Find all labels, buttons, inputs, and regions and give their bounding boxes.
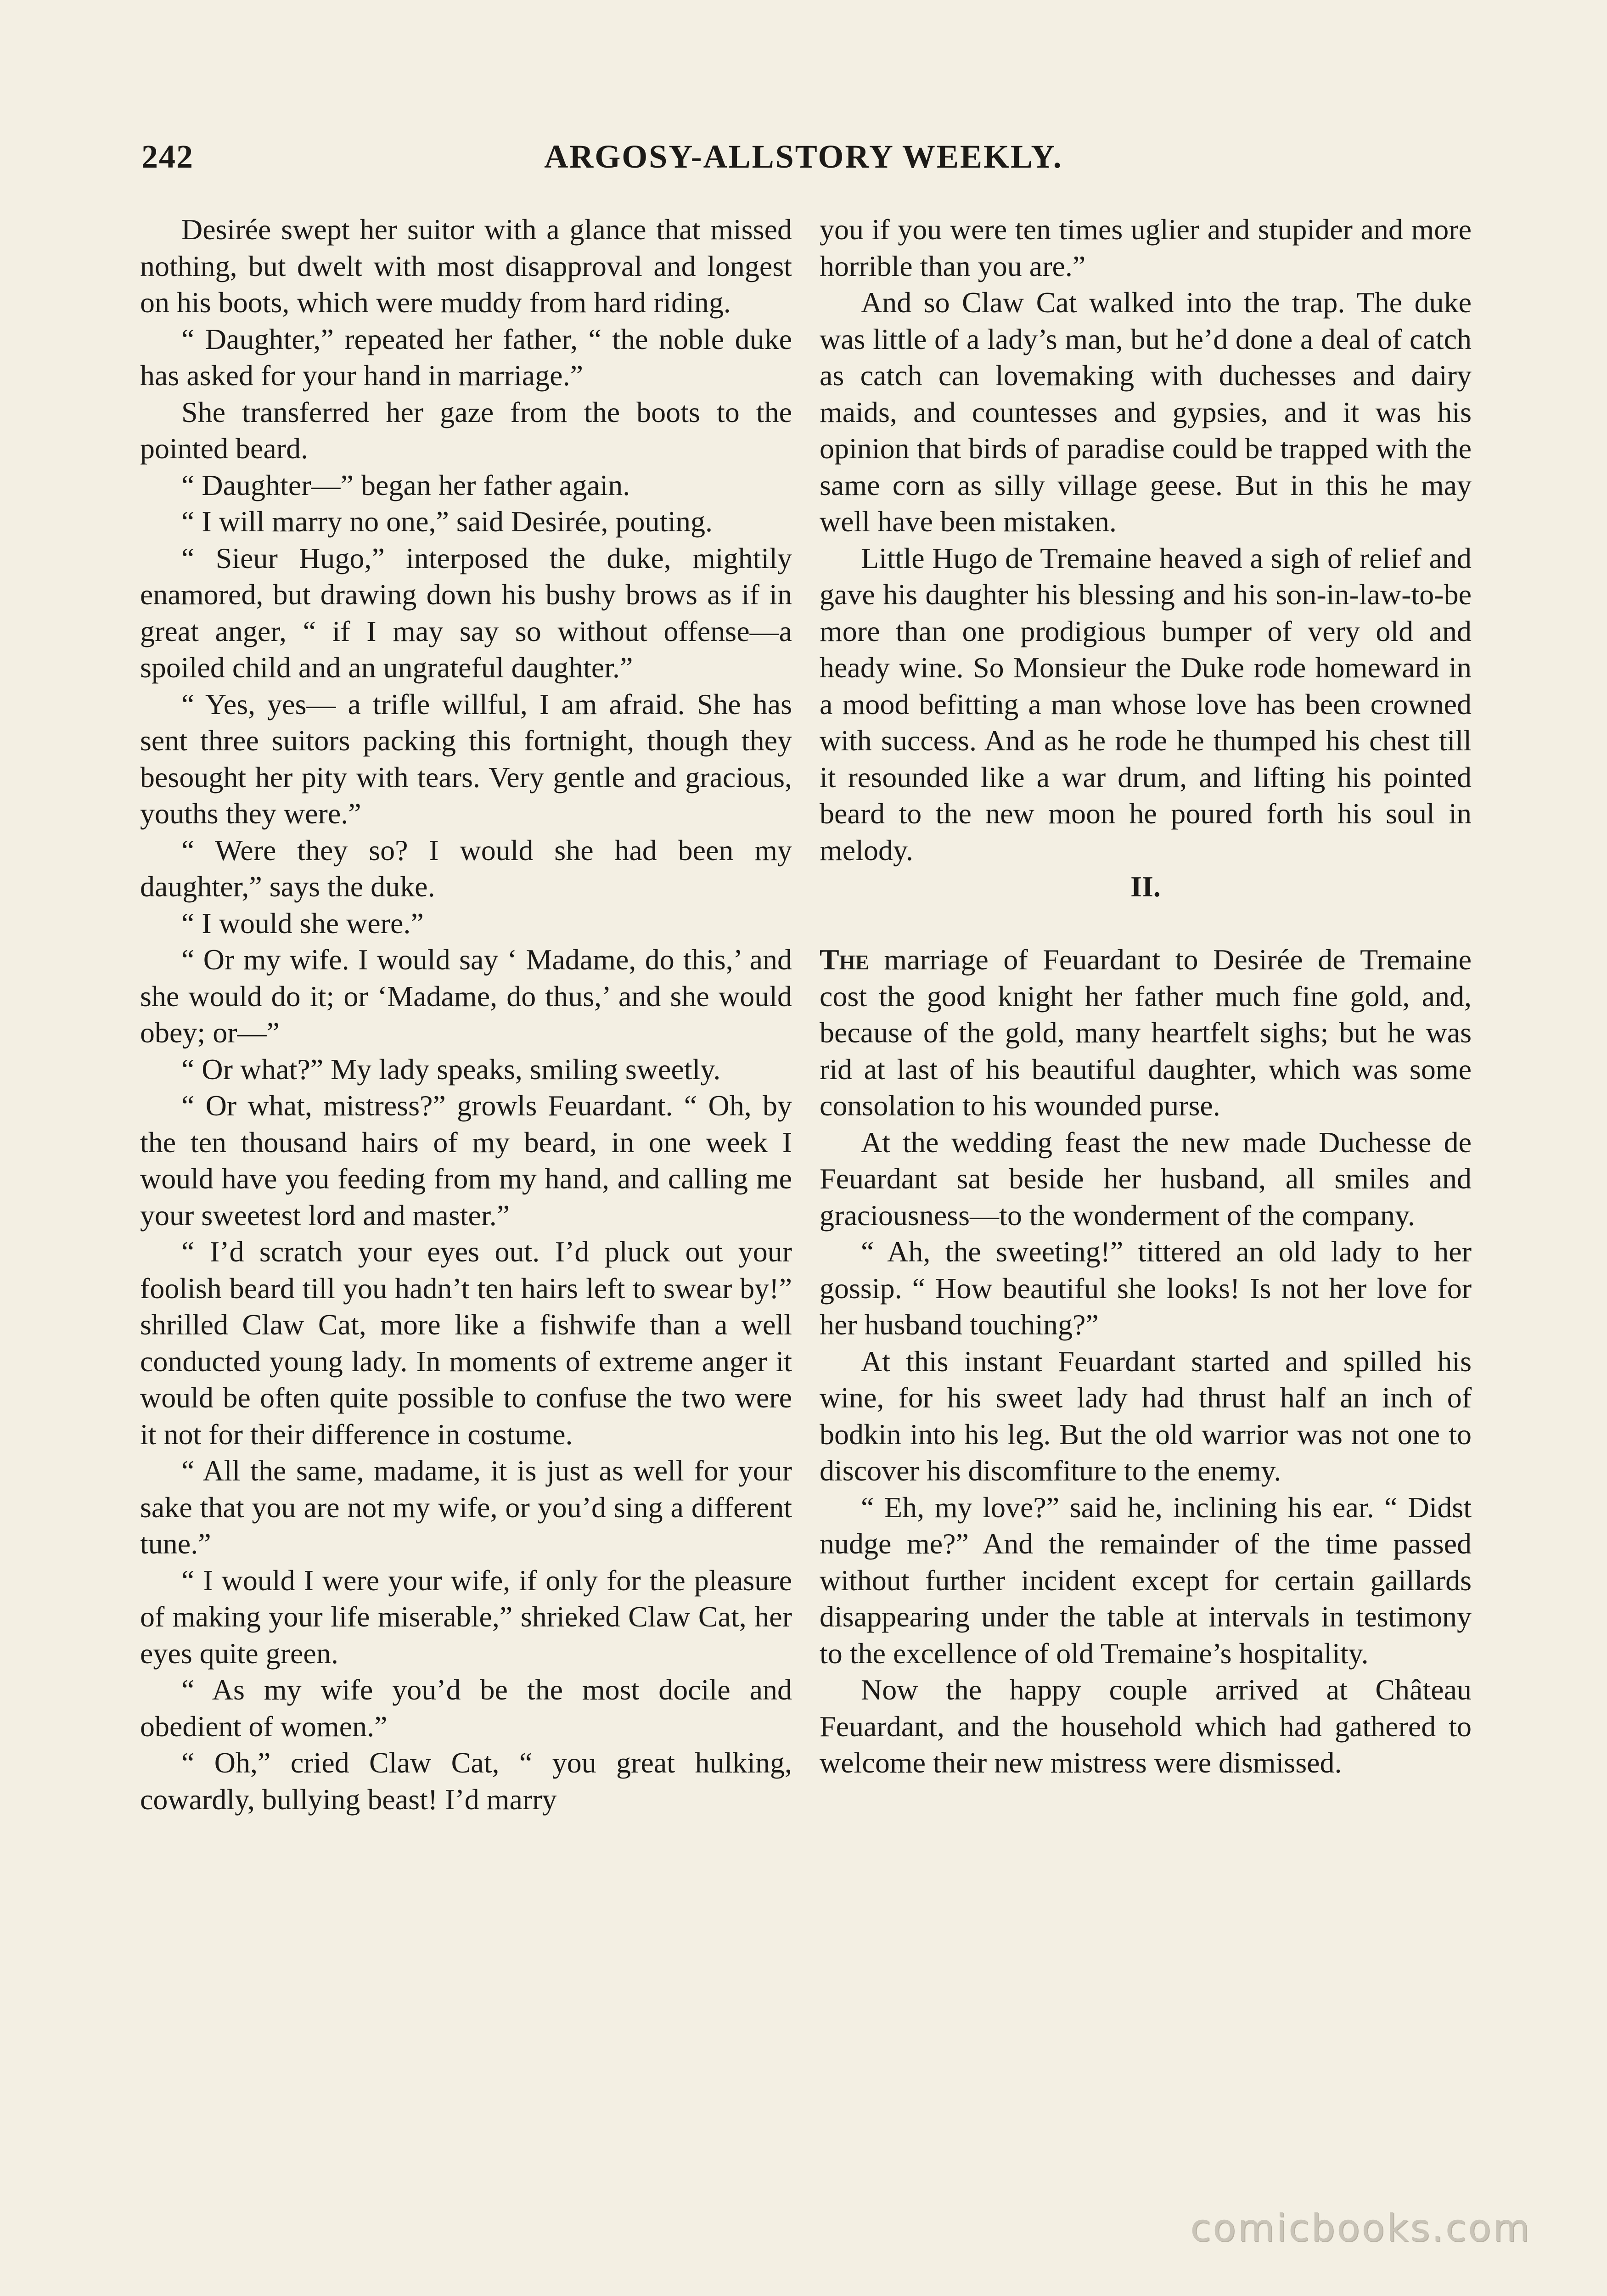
continued-paragraph: you if you were ten times uglier and stupider and more horrible than you are.” — [820, 213, 1472, 282]
paragraph: “ As my wife you’d be the most docile and obedient of women.” — [140, 1673, 792, 1743]
paragraph: “ Or what?” My lady speaks, smiling sweetly. — [181, 1052, 721, 1086]
paragraph: “ I will marry no one,” said Desirée, pouting. — [181, 505, 713, 538]
paragraph: Now the happy couple arrived at Château Feuardant, and the household which had gathered to welcome their new mistress were dismissed. — [820, 1673, 1472, 1779]
watermark: comicbooks.com — [1190, 2206, 1531, 2250]
paragraph: “ Yes, yes— a trifle willful, I am afraid. She has sent three suitors packing this fortnight, though they besought her pity with tears. Very gentle and gracious, youths they were.” — [140, 687, 792, 830]
section-opening-paragraph — [820, 941, 1472, 1124]
drop-word: The — [820, 943, 869, 976]
page-header — [138, 138, 1469, 188]
paragraph: “ Oh,” cried Claw Cat, “ you great hulking, cowardly, bullying beast! I’d marry — [140, 1746, 792, 1816]
paragraph: At the wedding feast the new made Duchesse de Feuardant sat beside her husband, all smiles and graciousness—to the wonderment of the company. — [820, 1125, 1472, 1232]
paragraph: Desirée swept her suitor with a glance that missed nothing, but dwelt with most disapproval and longest on his boots, which were muddy from hard riding. — [140, 213, 792, 319]
paragraph: “ Daughter,” repeated her father, “ the noble duke has asked for your hand in marriage.” — [140, 322, 792, 392]
left-column — [140, 211, 792, 1818]
page-number: 242 — [141, 138, 194, 175]
paragraph: Little Hugo de Tremaine heaved a sigh of relief and gave his daughter his blessing and his son-in-law-to-be more than one prodigious bumper of very old and heady wine. So Monsieur the Duke rode homeward in a mood befitting a man whose love has been crowned with success. And as he rode he thumped his chest till it resounded like a war drum, and lifting his pointed beard to the new moon he poured forth his soul in melody. — [820, 541, 1472, 867]
paragraph: “ I’d scratch your eyes out. I’d pluck out your foolish beard till you hadn’t ten hairs left to swear by!” shrilled Claw Cat, more like a fishwife than a well conducted young lady. In moments of extreme anger it would be often quite possible to confuse the two were it not for their difference in costume. — [140, 1235, 792, 1451]
paragraph: “ I would she were.” — [181, 906, 424, 940]
paragraph: At this instant Feuardant started and spilled his wine, for his sweet lady had thrust half an inch of bodkin into his leg. But the old warrior was not one to discover his discomfiture to the enemy. — [820, 1345, 1472, 1487]
section-heading: II. — [1130, 870, 1161, 903]
paragraph: “ All the same, madame, it is just as well for your sake that you are not my wife, or you’d sing a different tune.” — [140, 1454, 792, 1560]
paragraph: And so Claw Cat walked into the trap. The duke was little of a lady’s man, but he’d done a deal of catch as catch can lovemaking with duchesses and dairy maids, and countesses and gypsies, and it was his opinion that birds of paradise could be trapped with the same corn as silly village geese. But in this he may well have been mistaken. — [820, 286, 1472, 538]
right-column — [820, 211, 1472, 1781]
running-title: ARGOSY-ALLSTORY WEEKLY. — [544, 138, 1063, 175]
paragraph: “ Ah, the sweeting!” tittered an old lady to her gossip. “ How beautiful she looks! Is not her love for her husband touching?” — [820, 1235, 1472, 1341]
section-opening-text: marriage of Feuardant to Desirée de Tremaine cost the good knight her father much fine gold, and, because of the gold, many heartfelt sighs; but he was rid at last of his beautiful daughter, which was some consolation to his wounded purse. — [820, 943, 1472, 1122]
paragraph: She transferred her gaze from the boots to the pointed beard. — [140, 395, 792, 465]
paragraph: “ Daughter—” began her father again. — [181, 468, 630, 501]
paragraph: “ Sieur Hugo,” interposed the duke, mightily enamored, but drawing down his bushy brows as if in great anger, “ if I may say so without offense—a spoiled child and an ungrateful daughter.” — [140, 541, 792, 684]
paragraph: “ Or what, mistress?” growls Feuardant. “ Oh, by the ten thousand hairs of my beard, in one week I would have you feeding from my hand, and calling me your sweetest lord and master.” — [140, 1089, 792, 1232]
paragraph: “ Or my wife. I would say ‘ Madame, do this,’ and she would do it; or ‘Madame, do thus,’ and she would obey; or—” — [140, 943, 792, 1049]
paragraph: “ Eh, my love?” said he, inclining his ear. “ Didst nudge me?” And the remainder of the time passed without further incident except for certain gaillards disappearing under the table at intervals in testimony to the excellence of old Tremaine’s hospitality. — [820, 1491, 1472, 1670]
paragraph: “ Were they so? I would she had been my daughter,” says the duke. — [140, 833, 792, 903]
paragraph: “ I would I were your wife, if only for the pleasure of making your life miserable,” shrieked Claw Cat, her eyes quite green. — [140, 1564, 792, 1670]
